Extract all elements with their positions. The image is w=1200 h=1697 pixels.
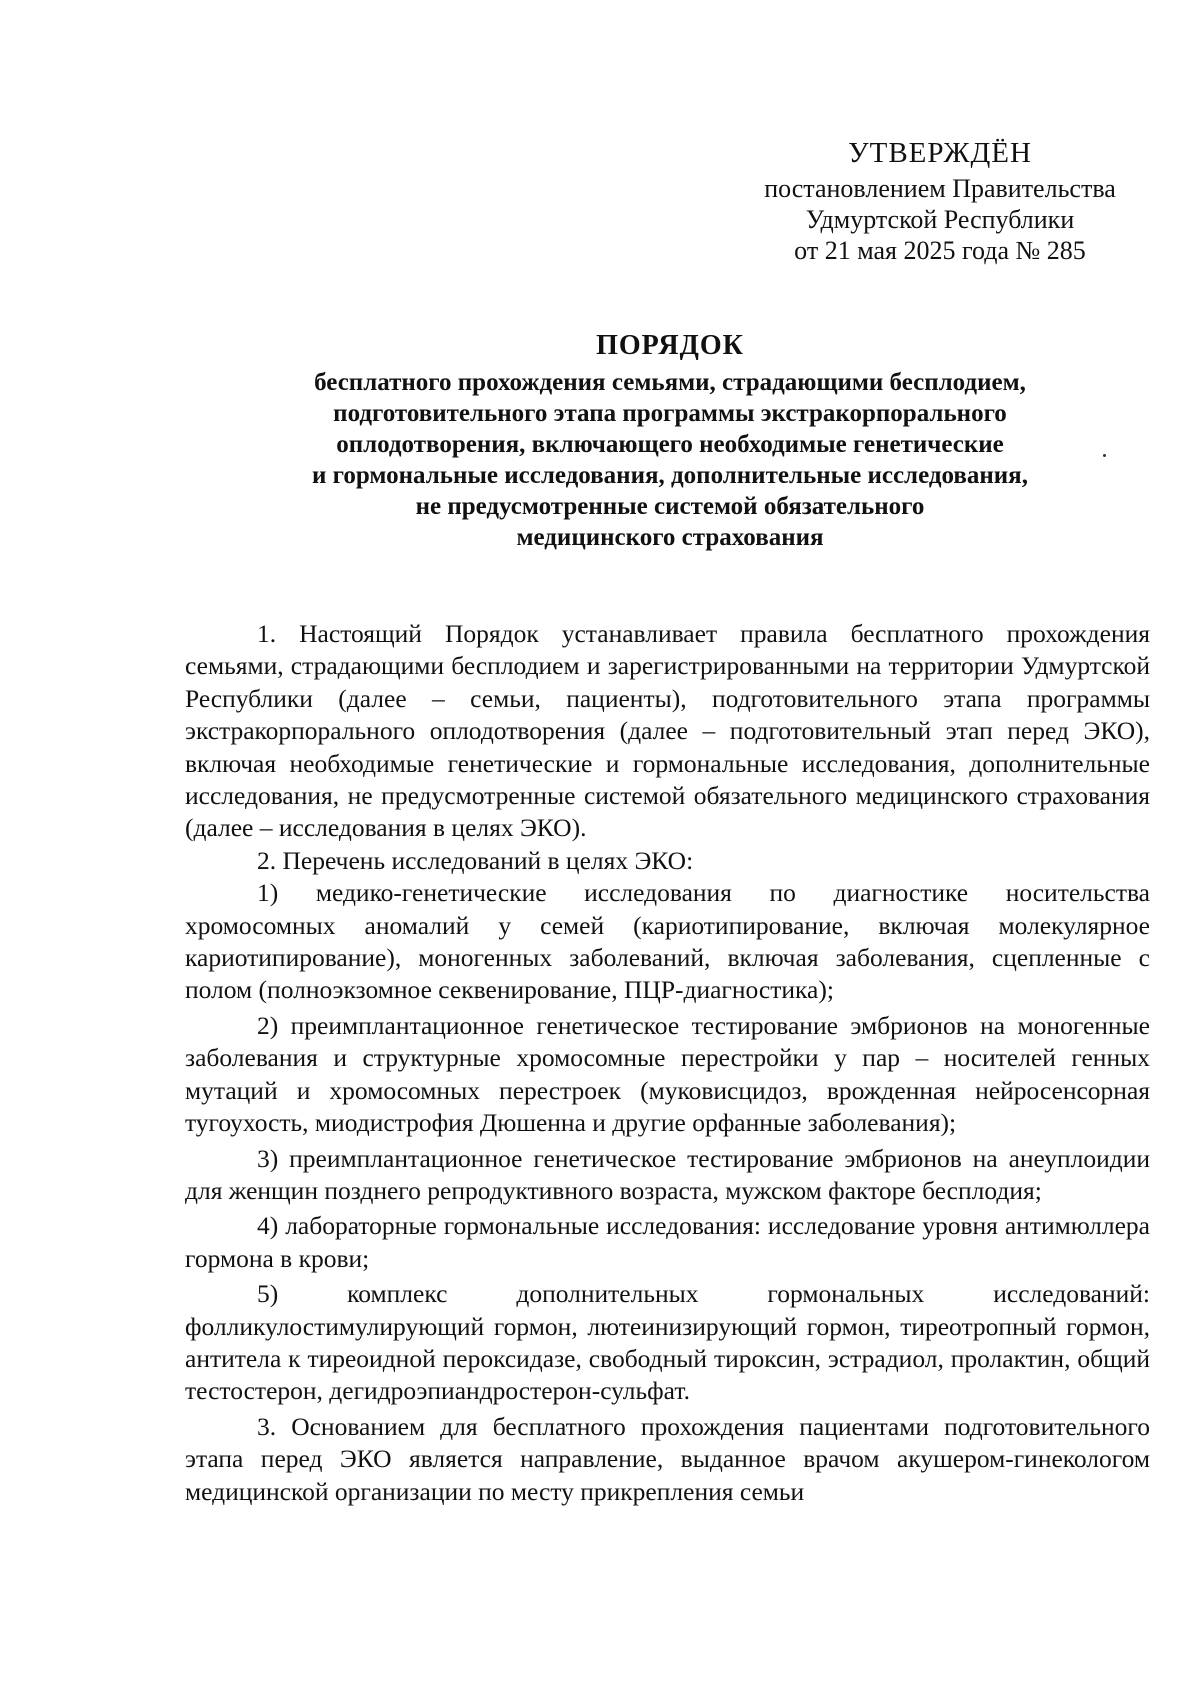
approval-heading: УТВЕРЖДЁН — [848, 137, 1032, 169]
title-line: оплодотворения, включающего необходимые генетические — [336, 431, 1004, 458]
list-item-3: 3) преимплантационное генетическое тестирование эмбрионов на анеуплоидии для женщин позднего репродуктивного возраста, мужском факторе бесплодия; — [185, 1143, 1150, 1205]
approval-line: Удмуртской Республики — [805, 205, 1075, 234]
paragraph-3: 3. Основанием для бесплатного прохождения пациентами подготовительного этапа перед ЭКО является направление, выданное врачом акушером-гинекологом медицинской организации по месту прикрепления семьи — [185, 1411, 1150, 1506]
list-item-1: 1) медико-генетические исследования по диагностике носительства хромосомных аномалий у семей (кариотипирование, включая молекулярное кариотипирование), моногенных заболеваний, включая заболевания, сцепленные с полом (полноэкзомное секвенирование, ПЦР-диагностика); — [185, 878, 1150, 1005]
title-line: и гормональные исследования, дополнительные исследования, — [312, 462, 1028, 489]
approval-stamp-block — [740, 138, 1140, 266]
list-item-2: 2) преимплантационное генетическое тестирование эмбрионов на моногенные заболевания и структурные хромосомные перестройки у пар – носителей генных мутаций и хромосомных перестроек (муковисцидоз, врожденная нейросенсорная тугоухость, миодистрофия Дюшенна и другие орфанные заболевания); — [185, 1010, 1150, 1138]
document-title — [230, 330, 1110, 553]
title-heading: ПОРЯДОК — [596, 330, 744, 361]
title-line: не предусмотренные системой обязательного — [415, 493, 925, 520]
approval-line: постановлением Правительства — [764, 174, 1116, 203]
scan-speck — [1103, 454, 1106, 457]
title-line: подготовительного этапа программы экстракорпорального — [333, 400, 1007, 427]
approval-date-number: от 21 мая 2025 года № 285 — [794, 236, 1086, 265]
paragraph-2: 2. Перечень исследований в целях ЭКО: — [257, 845, 694, 875]
list-item-5: 5) комплекс дополнительных гормональных исследований: фолликулостимулирующий гормон, лютеинизирующий гормон, тиреотропный гормон, антитела к тиреоидной пероксидазе, свободный тироксин, эстрадиол, пролактин, общий тестостерон, дегидроэпиандростерон-сульфат. — [185, 1279, 1150, 1406]
title-line: медицинского страхования — [516, 524, 824, 551]
document-body — [185, 618, 1150, 1508]
list-item-4: 4) лабораторные гормональные исследования: исследование уровня антимюллера гормона в крови; — [185, 1211, 1150, 1273]
paragraph-1: 1. Настоящий Порядок устанавливает правила бесплатного прохождения семьями, страдающими бесплодием и зарегистрированными на территории Удмуртской Республики (далее – семьи, пациенты), подготовительного этапа программы экстракорпорального оплодотворения (далее – подготовительный этап перед ЭКО), включая необходимые генетические и гормональные исследования, дополнительные исследования, не предусмотренные системой обязательного медицинского страхования (далее – исследования в целях ЭКО). — [185, 619, 1150, 843]
title-line: бесплатного прохождения семьями, страдающими бесплодием, — [314, 369, 1026, 396]
